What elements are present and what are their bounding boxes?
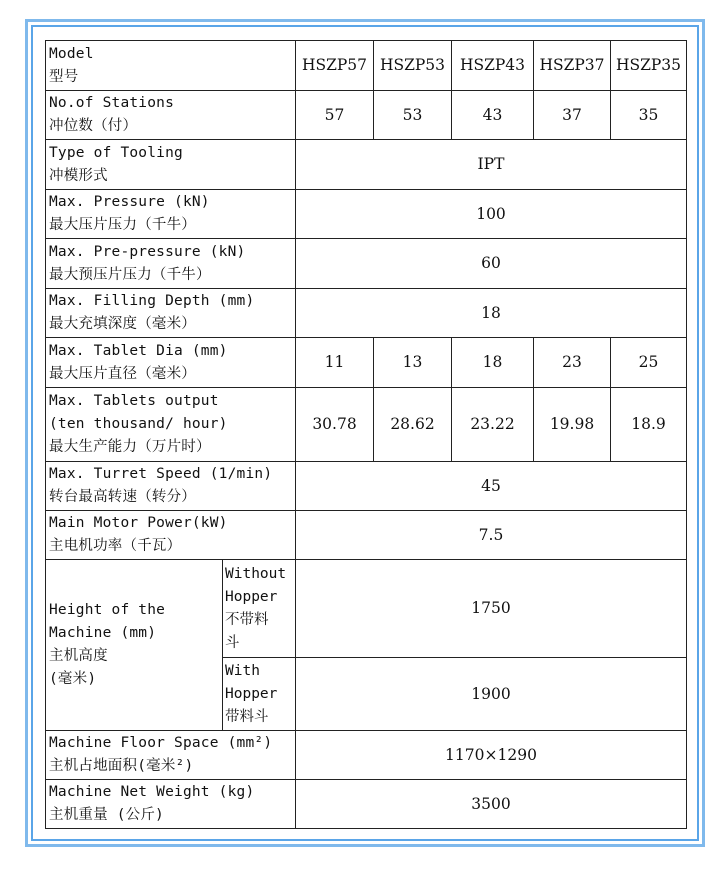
stations-en: No.of Stations — [49, 95, 175, 111]
value-cell: 23 — [534, 338, 611, 388]
filling-zh: 最大充填深度（毫米） — [49, 316, 196, 332]
pressure-value: 100 — [296, 190, 687, 239]
motor-row — [46, 511, 687, 560]
height-without-row — [46, 560, 687, 658]
output-zh: 最大生产能力（万片时） — [49, 439, 211, 455]
header-row — [46, 41, 687, 91]
stations-row — [46, 91, 687, 140]
tablet-dia-zh: 最大压片直径（毫米） — [49, 365, 196, 382]
floor-zh: 主机占地面积(毫米²) — [49, 758, 194, 774]
pressure-zh: 最大压片压力（千牛） — [49, 217, 196, 233]
prepressure-en: Max. Pre-pressure (kN) — [49, 243, 246, 260]
without-l2: Hopper — [225, 588, 278, 605]
with-hopper-label — [223, 658, 296, 731]
height-without-value: 1750 — [296, 560, 687, 658]
output-row — [46, 388, 687, 462]
turret-zh: 转台最高转速（转分） — [49, 489, 196, 505]
height-zh-2: (毫米) — [49, 671, 97, 687]
header-zh: 型号 — [49, 68, 79, 85]
turret-label — [46, 462, 296, 511]
value-cell: 35 — [611, 91, 687, 140]
value-cell: 19.98 — [534, 388, 611, 462]
model-cell: HSZP43 — [452, 41, 534, 91]
value-cell: 53 — [374, 91, 452, 140]
prepressure-zh: 最大预压片压力（千牛） — [49, 266, 211, 283]
without-l1: Without — [225, 565, 287, 582]
turret-value: 45 — [296, 462, 687, 511]
value-cell: 30.78 — [296, 388, 374, 462]
without-hopper-label — [223, 560, 296, 658]
value-cell: 25 — [611, 338, 687, 388]
weight-value: 3500 — [296, 780, 687, 829]
pressure-row — [46, 190, 687, 239]
value-cell: 23.22 — [452, 388, 534, 462]
motor-label — [46, 511, 296, 560]
value-cell: 57 — [296, 91, 374, 140]
tooling-label — [46, 140, 296, 190]
filling-label — [46, 289, 296, 338]
weight-row — [46, 780, 687, 829]
weight-zh: 主机重量 (公斤) — [49, 807, 164, 823]
tooling-value: IPT — [296, 140, 687, 190]
stations-zh: 冲位数（付） — [49, 118, 138, 134]
filling-en: Max. Filling Depth (mm) — [49, 293, 255, 309]
turret-row — [46, 462, 687, 511]
pressure-en: Max. Pressure (kN) — [49, 194, 210, 210]
value-cell: 13 — [374, 338, 452, 388]
motor-en: Main Motor Power(kW) — [49, 515, 228, 531]
value-cell: 43 — [452, 91, 534, 140]
with-l2: Hopper — [225, 685, 278, 702]
with-l3: 带料斗 — [225, 708, 269, 725]
tablet-dia-en: Max. Tablet Dia (mm) — [49, 342, 228, 359]
motor-value: 7.5 — [296, 511, 687, 560]
header-label-cell — [46, 41, 296, 91]
value-cell: 18 — [452, 338, 534, 388]
turret-en: Max. Turret Speed (1/min) — [49, 466, 273, 482]
floor-label — [46, 731, 296, 780]
without-l4: 斗 — [225, 634, 240, 651]
prepressure-row — [46, 239, 687, 289]
tablet-dia-label — [46, 338, 296, 388]
filling-value: 18 — [296, 289, 687, 338]
spec-table — [45, 40, 687, 829]
output-label — [46, 388, 296, 462]
filling-row — [46, 289, 687, 338]
value-cell: 11 — [296, 338, 374, 388]
height-en-1: Height of the — [49, 602, 166, 618]
header-en: Model — [49, 45, 94, 62]
with-l1: With — [225, 662, 260, 679]
value-cell: 18.9 — [611, 388, 687, 462]
height-zh-1: 主机高度 — [49, 648, 108, 664]
model-cell: HSZP35 — [611, 41, 687, 91]
weight-label — [46, 780, 296, 829]
stations-label — [46, 91, 296, 140]
floor-row — [46, 731, 687, 780]
output-en-1: Max. Tablets output — [49, 393, 219, 409]
prepressure-value: 60 — [296, 239, 687, 289]
value-cell: 37 — [534, 91, 611, 140]
motor-zh: 主电机功率（千瓦） — [49, 538, 182, 554]
height-with-value: 1900 — [296, 658, 687, 731]
model-cell: HSZP57 — [296, 41, 374, 91]
floor-value: 1170×1290 — [296, 731, 687, 780]
model-cell: HSZP53 — [374, 41, 452, 91]
tooling-zh: 冲模形式 — [49, 167, 108, 184]
floor-en: Machine Floor Space (mm²) — [49, 735, 273, 751]
prepressure-label — [46, 239, 296, 289]
height-label — [46, 560, 223, 731]
tooling-row — [46, 140, 687, 190]
without-l3: 不带料 — [225, 611, 269, 628]
model-cell: HSZP37 — [534, 41, 611, 91]
value-cell: 28.62 — [374, 388, 452, 462]
tablet-dia-row — [46, 338, 687, 388]
weight-en: Machine Net Weight (kg) — [49, 784, 255, 800]
tooling-en: Type of Tooling — [49, 144, 183, 161]
pressure-label — [46, 190, 296, 239]
height-en-2: Machine (mm) — [49, 625, 157, 641]
output-en-2: (ten thousand/ hour) — [49, 416, 228, 432]
